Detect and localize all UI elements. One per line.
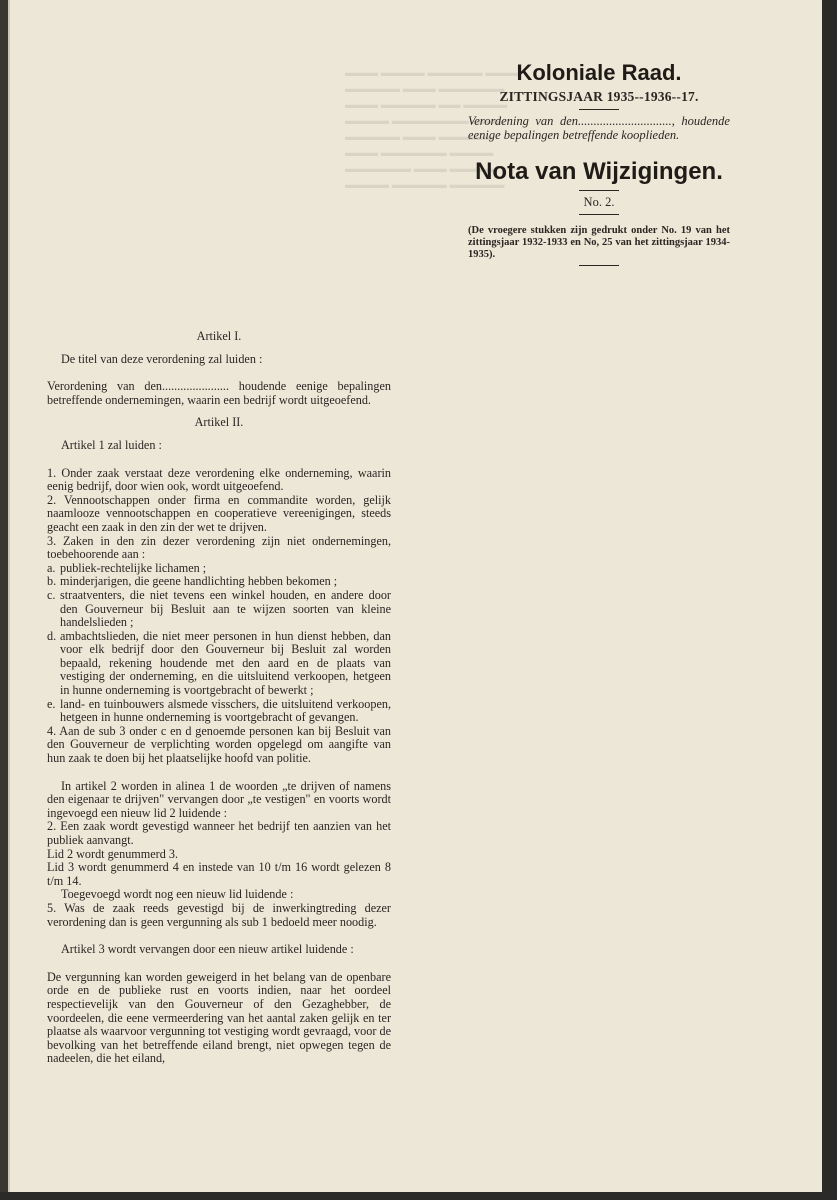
list-item-label: d. — [47, 628, 57, 643]
paragraph: Artikel 3 wordt vervangen door een nieuw artikel luidende : — [61, 942, 354, 957]
list-item — [47, 562, 391, 576]
list-item-label: a. — [47, 560, 56, 575]
divider — [579, 265, 619, 266]
paragraph: 5. Was de zaak reeds gevestigd bij de inwerkingtreding dezer verordening dan is geen vergunning als sub 1 bedoeld meer noodig. — [47, 900, 391, 929]
paragraph: Lid 3 wordt genummerd 4 en instede van 10 t/m 16 wordt gelezen 8 t/m 14. — [47, 860, 391, 888]
list-item-label: c. — [47, 587, 56, 602]
paragraph: In artikel 2 worden in alinea 1 de woorden „te drijven of namens den eigenaar te drijven" vervangen door „te vestigen" en voorts wordt ingevoegd een nieuw lid 2 luidende : — [47, 778, 391, 820]
list-item — [47, 575, 391, 589]
divider — [579, 214, 619, 215]
divider — [579, 109, 619, 110]
paragraph: Toegevoegd wordt nog een nieuw lid luidende : — [61, 887, 294, 902]
paragraph: 2. Een zaak wordt gevestigd wanneer het bedrijf ten aanzien van het publiek aanvangt. — [47, 819, 391, 847]
session-year: ZITTINGSJAAR 1935--1936--17. — [499, 89, 699, 104]
paragraph: Lid 2 wordt genummerd 3. — [47, 846, 178, 861]
binding-spine — [0, 0, 8, 1192]
article-heading: Artikel II. — [194, 415, 244, 430]
document-body — [47, 330, 391, 1066]
paragraph: Artikel 1 zal luiden : — [61, 437, 162, 452]
council-title: Koloniale Raad. — [516, 60, 682, 85]
list-item-text: ambachtslieden, die niet meer personen in hun dienst hebben, dan voor elk bedrijf door den Gouverneur bij Besluit zal worden bepaald, rekening houdende met den aard en de plaats van vestiging der onderneming, en die uitsluitend verkoopen, hetgeen in hunne onderneming is voortgebracht of bewerkt ; — [60, 628, 391, 698]
list-item — [47, 589, 391, 630]
paragraph: 1. Onder zaak verstaat deze verordening elke onderneming, waarin eenig bedrijf, door wien ook, wordt uitgeoefend. — [47, 465, 391, 494]
article-heading: Artikel I. — [196, 329, 242, 343]
previous-documents-note: (De vroegere stukken zijn gedrukt onder No. 19 van het zittingsjaar 1932-1933 en No, 25 van het zittingsjaar 1934-1935). — [468, 225, 730, 260]
document-header — [468, 60, 730, 270]
list-item — [47, 698, 391, 725]
list-item-text: straatventers, die niet tevens een winkel houden, en andere door den Gouverneur bij Besluit aan te wijzen soorten van kleine handelslieden ; — [60, 587, 391, 630]
list-item-text: minderjarigen, die geene handlichting hebben bekomen ; — [60, 574, 338, 589]
page-edge — [8, 0, 10, 1192]
document-number: No. 2. — [583, 195, 615, 209]
show-through-texture: ▬▬▬ ▬▬▬▬ ▬▬▬▬▬ ▬▬▬ ▬▬▬▬▬ ▬▬▬ ▬▬▬▬▬▬ ▬▬▬ ▬▬▬▬▬ ▬▬ ▬▬▬▬ ▬▬▬▬ ▬▬▬▬▬▬▬ ▬▬▬ ▬▬▬▬▬ ▬▬▬ ▬▬▬▬▬ ▬▬▬ ▬▬▬▬▬▬ ▬▬▬▬ ▬▬▬▬▬▬ ▬▬▬ ▬▬▬▬ ▬▬▬▬ ▬▬▬▬▬ ▬▬▬▬▬ — [345, 67, 519, 191]
list-item-label: b. — [47, 574, 57, 589]
list-item-label: e. — [47, 696, 56, 711]
paragraph: 4. Aan de sub 3 onder c en d genoemde personen kan bij Besluit van den Gouverneur de verplichting worden opgelegd om aangifte van hun zaak te doen bij het plaatselijke hoofd van politie. — [47, 723, 391, 766]
paragraph: 2. Vennootschappen onder firma en commandite worden, gelijk naamlooze vennootschappen en cooperatieve vereenigingen, steeds geacht een zaak in den zin der wet te drijven. — [47, 492, 391, 534]
paragraph: 3. Zaken in den zin dezer verordening zijn niet ondernemingen, toebehoorende aan : — [47, 533, 391, 562]
paragraph: De vergunning kan worden geweigerd in het belang van de openbare orde en de publieke rust en voorts indien, naar het oordeel respectievelijk van den Gouverneur of den Gezaghebber, de voordeelen, die eene vermeerdering van het aantal zaken gelijk en ter plaatse als waarvoor vergunning tot vestiging wordt gevraagd, voor de bevolking van het betreffende eiland brengt, niet opwegen tegen de nadeelen, die het eiland, — [47, 969, 391, 1066]
paragraph: Verordening van den...................... houdende eenige bepalingen betreffende ondernemingen, waarin een bedrijf wordt uitgeoefend. — [47, 379, 391, 407]
list-item-text: land- en tuinbouwers alsmede visschers, die uitsluitend verkoopen, hetgeen in hunne onderneming is voortgebracht of gevangen. — [60, 696, 391, 725]
divider — [579, 190, 619, 191]
list-item-text: publiek-rechtelijke lichamen ; — [60, 560, 207, 575]
nota-title: Nota van Wijzigingen. — [475, 158, 723, 185]
paragraph: De titel van deze verordening zal luiden : — [61, 351, 263, 366]
ordinance-title: Verordening van den.............................., houdende eenige bepalingen betreffende kooplieden. — [468, 114, 730, 142]
list-item — [47, 630, 391, 698]
